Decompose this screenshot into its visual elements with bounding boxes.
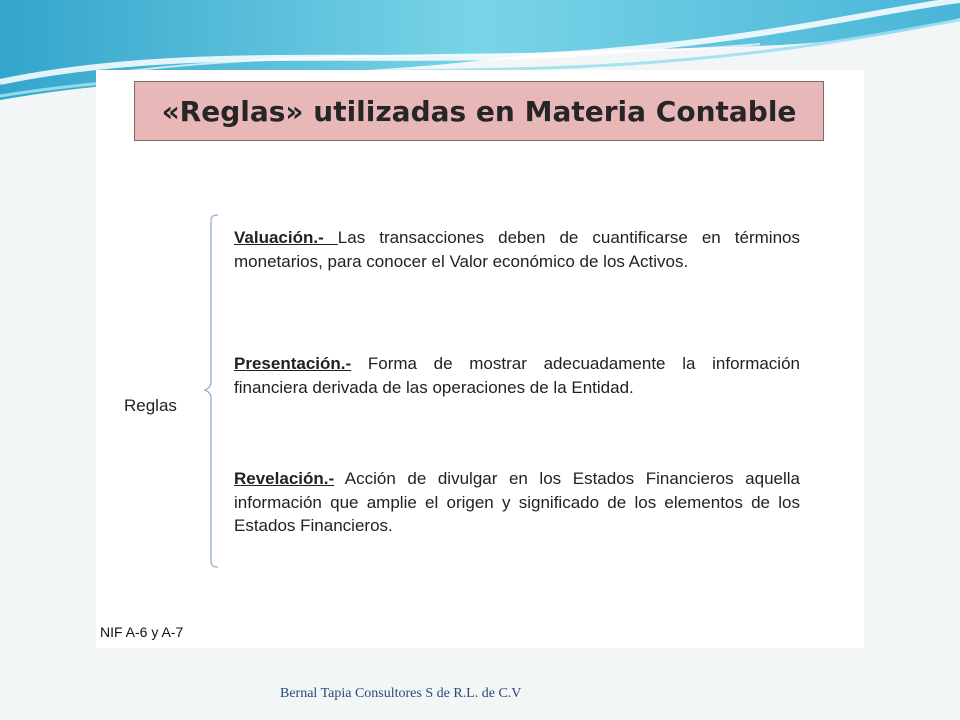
rule-revelacion (234, 467, 800, 538)
left-brace-bracket (204, 214, 220, 568)
rule-valuacion (234, 226, 800, 273)
title-banner (134, 81, 824, 141)
source-note: NIF A-6 y A-7 (100, 624, 184, 640)
rule-term: Valuación.- (234, 228, 338, 247)
rule-term: Presentación.- (234, 354, 352, 373)
rule-description: Acción de divulgar en los Estados Financieros aquella información que amplie el origen y significado de los elementos de los Estados Financieros. (234, 469, 800, 535)
slide-title: «Reglas» utilizadas en Materia Contable (161, 94, 797, 128)
rule-description: Forma de mostrar adecuadamente la información financiera derivada de las operaciones de la Entidad. (234, 354, 800, 397)
footer-company-name: Bernal Tapia Consultores S de R.L. de C.V (280, 686, 522, 701)
rule-presentacion (234, 352, 800, 399)
rule-term: Revelación.- (234, 469, 335, 488)
group-label: Reglas (124, 396, 177, 415)
rule-description: Las transacciones deben de cuantificarse en términos monetarios, para conocer el Valor económico de los Activos. (234, 228, 800, 271)
